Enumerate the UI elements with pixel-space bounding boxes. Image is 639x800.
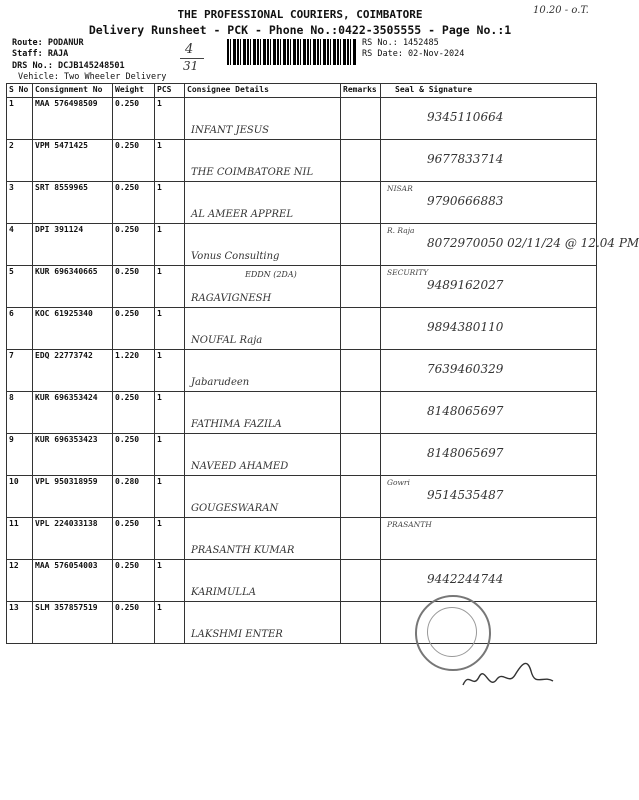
row-sno-value: 6 (9, 309, 14, 318)
signer-phone: 7639460329 (427, 362, 504, 376)
row-weight-value: 0.250 (115, 267, 140, 276)
consignee-name: Vonus Consulting (191, 251, 280, 262)
row-consignee (185, 392, 341, 434)
row-weight-value: 0.250 (115, 435, 140, 444)
row-pcs-value: 1 (157, 477, 162, 486)
signer-phone: 8148065697 (427, 446, 504, 460)
consignee-name: GOUGESWARAN (191, 503, 279, 514)
row-remarks (341, 140, 381, 182)
signer-phone: 9894380110 (427, 320, 504, 334)
table-row (7, 140, 597, 182)
row-weight (113, 182, 155, 224)
rs-number: RS No.: 1452485 (362, 38, 439, 48)
row-sno-value: 4 (9, 225, 14, 234)
signer-name: PRASANTH (387, 520, 432, 529)
table-row (7, 392, 597, 434)
handwritten-corner-note: 10.20 - o.T. (533, 5, 589, 16)
row-remarks (341, 182, 381, 224)
row-signature (381, 98, 597, 140)
row-consignment (33, 392, 113, 434)
row-sno (7, 518, 33, 560)
row-remarks (341, 308, 381, 350)
row-consignment (33, 224, 113, 266)
row-consignee (185, 434, 341, 476)
row-weight (113, 392, 155, 434)
signer-phone: 9345110664 (427, 110, 504, 124)
table-row (7, 266, 597, 308)
row-sno (7, 98, 33, 140)
row-weight-value: 0.250 (115, 141, 140, 150)
row-weight (113, 518, 155, 560)
row-weight-value: 0.250 (115, 603, 140, 612)
staff-label: Staff: RAJA (12, 49, 69, 59)
row-pcs-value: 1 (157, 561, 162, 570)
row-sno-value: 5 (9, 267, 14, 276)
table-row (7, 434, 597, 476)
consignee-name: PRASANTH KUMAR (191, 545, 295, 556)
row-signature (381, 476, 597, 518)
row-consignee (185, 308, 341, 350)
consignee-name: THE COIMBATORE NIL (191, 167, 314, 178)
row-remarks (341, 560, 381, 602)
row-signature (381, 266, 597, 308)
row-weight (113, 350, 155, 392)
signer-phone: 9677833714 (427, 152, 504, 166)
row-pcs-value: 1 (157, 519, 162, 528)
signer-phone: 9489162027 (427, 278, 504, 292)
row-sno-value: 3 (9, 183, 14, 192)
row-consignment (33, 266, 113, 308)
row-sno (7, 392, 33, 434)
row-sno-value: 2 (9, 141, 14, 150)
route-label: Route: PODANUR (12, 38, 84, 48)
row-consignment-value: MAA 576054003 (35, 561, 98, 570)
row-weight-value: 0.250 (115, 519, 140, 528)
row-consignment-value: MAA 576498509 (35, 99, 98, 108)
row-pcs-value: 1 (157, 351, 162, 360)
row-weight-value: 0.250 (115, 393, 140, 402)
row-sno (7, 602, 33, 644)
col-signature: Seal & Signature (381, 84, 597, 98)
row-consignment-value: SRT 8559965 (35, 183, 88, 192)
row-consignment (33, 518, 113, 560)
signer-phone: 8148065697 (427, 404, 504, 418)
consignee-name: Jabarudeen (191, 377, 250, 388)
row-weight (113, 308, 155, 350)
staff-signature (455, 645, 565, 705)
row-sno-value: 13 (9, 603, 19, 612)
row-pcs-value: 1 (157, 99, 162, 108)
col-consignment: Consignment No (33, 84, 113, 98)
row-consignment-value: VPM 5471425 (35, 141, 88, 150)
row-consignment (33, 182, 113, 224)
row-sno-value: 7 (9, 351, 14, 360)
row-sno (7, 350, 33, 392)
row-consignment (33, 140, 113, 182)
signer-phone: 9514535487 (427, 488, 504, 502)
row-signature (381, 140, 597, 182)
row-consignment (33, 350, 113, 392)
row-weight-value: 0.250 (115, 99, 140, 108)
consignee-name: LAKSHMI ENTER (191, 629, 283, 640)
table-row (7, 476, 597, 518)
row-pcs-value: 1 (157, 267, 162, 276)
row-weight-value: 0.250 (115, 183, 140, 192)
rs-date: RS Date: 02-Nov-2024 (362, 49, 465, 59)
row-sno-value: 10 (9, 477, 19, 486)
col-sno: S No (7, 84, 33, 98)
row-signature (381, 518, 597, 560)
row-remarks (341, 350, 381, 392)
row-consignment-value: KUR 696340665 (35, 267, 98, 276)
col-pcs: PCS (155, 84, 185, 98)
table-row (7, 350, 597, 392)
row-pcs-value: 1 (157, 183, 162, 192)
consignee-extra-note: EDDN (2DA) (245, 270, 297, 279)
row-pcs (155, 182, 185, 224)
row-pcs-value: 1 (157, 603, 162, 612)
row-consignee (185, 476, 341, 518)
row-remarks (341, 98, 381, 140)
table-row (7, 182, 597, 224)
document-title: THE PROFESSIONAL COURIERS, COIMBATORE (177, 8, 423, 21)
col-weight: Weight (113, 84, 155, 98)
row-consignee (185, 518, 341, 560)
row-remarks (341, 224, 381, 266)
row-weight-value: 0.280 (115, 477, 140, 486)
consignee-name: NOUFAL Raja (191, 335, 263, 346)
signer-phone: 9442244744 (427, 572, 504, 586)
runsheet-table (6, 83, 639, 644)
table-row (7, 518, 597, 560)
consignee-name: FATHIMA FAZILA (191, 419, 282, 430)
row-pcs (155, 392, 185, 434)
row-pcs (155, 602, 185, 644)
table-row (7, 602, 597, 644)
row-pcs-value: 1 (157, 309, 162, 318)
consignee-name: INFANT JESUS (191, 125, 270, 136)
drs-number: DRS No.: DCJB145248501 (12, 61, 125, 71)
vehicle-label: Vehicle: Two Wheeler Delivery (18, 72, 167, 82)
row-remarks (341, 434, 381, 476)
row-pcs-value: 1 (157, 435, 162, 444)
row-pcs-value: 1 (157, 141, 162, 150)
row-pcs (155, 560, 185, 602)
row-sno-value: 11 (9, 519, 19, 528)
row-sno-value: 9 (9, 435, 14, 444)
handwritten-count-top: 4 (185, 42, 194, 57)
row-consignment (33, 308, 113, 350)
row-weight-value: 0.250 (115, 225, 140, 234)
row-consignment (33, 98, 113, 140)
row-consignment-value: VPL 950318959 (35, 477, 98, 486)
row-weight (113, 560, 155, 602)
row-consignment-value: KUR 696353424 (35, 393, 98, 402)
row-pcs-value: 1 (157, 225, 162, 234)
row-weight (113, 602, 155, 644)
row-signature (381, 434, 597, 476)
row-consignment-value: KUR 696353423 (35, 435, 98, 444)
row-sno (7, 560, 33, 602)
row-consignment-value: EDQ 22773742 (35, 351, 93, 360)
row-consignment (33, 602, 113, 644)
signer-name: NISAR (387, 184, 413, 193)
table-row (7, 560, 597, 602)
table-header-row (7, 84, 597, 98)
row-sno (7, 224, 33, 266)
row-pcs (155, 308, 185, 350)
row-weight-value: 1.220 (115, 351, 140, 360)
row-sno (7, 308, 33, 350)
row-consignment-value: SLM 357857519 (35, 603, 98, 612)
barcode (227, 39, 357, 65)
row-pcs (155, 224, 185, 266)
row-pcs (155, 518, 185, 560)
row-consignee (185, 182, 341, 224)
row-consignment-value: KOC 61925340 (35, 309, 93, 318)
row-consignment-value: VPL 224033138 (35, 519, 98, 528)
signer-phone: 8072970050 02/11/24 @ 12.04 PM (427, 236, 639, 250)
signer-phone: 9790666883 (427, 194, 504, 208)
row-weight (113, 476, 155, 518)
consignee-name: NAVEED AHAMED (191, 461, 289, 472)
row-pcs (155, 140, 185, 182)
row-consignment (33, 476, 113, 518)
row-signature (381, 350, 597, 392)
row-pcs (155, 98, 185, 140)
row-sno (7, 434, 33, 476)
row-weight-value: 0.250 (115, 309, 140, 318)
row-consignee (185, 224, 341, 266)
consignee-name: AL AMEER APPREL (191, 209, 293, 220)
row-signature (381, 224, 639, 266)
signer-name: Gowri (387, 478, 410, 487)
row-consignee (185, 266, 341, 308)
row-remarks (341, 518, 381, 560)
signer-name: R. Raja (387, 226, 415, 235)
row-weight-value: 0.250 (115, 561, 140, 570)
signer-name: SECURITY (387, 268, 429, 277)
row-weight (113, 140, 155, 182)
row-consignee (185, 98, 341, 140)
row-remarks (341, 266, 381, 308)
row-weight (113, 224, 155, 266)
row-remarks (341, 602, 381, 644)
row-pcs-value: 1 (157, 393, 162, 402)
row-sno-value: 1 (9, 99, 14, 108)
row-sno (7, 476, 33, 518)
document-subtitle: Delivery Runsheet - PCK - Phone No.:0422-3505555 - Page No.:1 (88, 23, 512, 37)
row-consignee (185, 350, 341, 392)
row-consignee (185, 140, 341, 182)
row-weight (113, 434, 155, 476)
consignee-name: KARIMULLA (191, 587, 256, 598)
row-remarks (341, 476, 381, 518)
row-pcs (155, 266, 185, 308)
row-signature (381, 392, 597, 434)
handwritten-count-bottom: 31 (183, 59, 199, 73)
row-sno (7, 266, 33, 308)
consignee-name: RAGAVIGNESH (191, 293, 272, 304)
row-signature (381, 308, 597, 350)
table-row (7, 224, 597, 266)
row-pcs (155, 434, 185, 476)
row-sno (7, 140, 33, 182)
row-consignment (33, 434, 113, 476)
col-consignee: Consignee Details (185, 84, 341, 98)
row-remarks (341, 392, 381, 434)
row-sno (7, 182, 33, 224)
row-consignee (185, 560, 341, 602)
row-pcs (155, 476, 185, 518)
row-pcs (155, 350, 185, 392)
row-consignee (185, 602, 341, 644)
row-sno-value: 12 (9, 561, 19, 570)
row-signature (381, 560, 597, 602)
row-sno-value: 8 (9, 393, 14, 402)
table-row (7, 308, 597, 350)
row-consignment-value: DPI 391124 (35, 225, 84, 234)
table-row (7, 98, 597, 140)
col-remarks: Remarks (341, 84, 381, 98)
row-weight (113, 266, 155, 308)
row-weight (113, 98, 155, 140)
row-consignment (33, 560, 113, 602)
row-signature (381, 182, 597, 224)
